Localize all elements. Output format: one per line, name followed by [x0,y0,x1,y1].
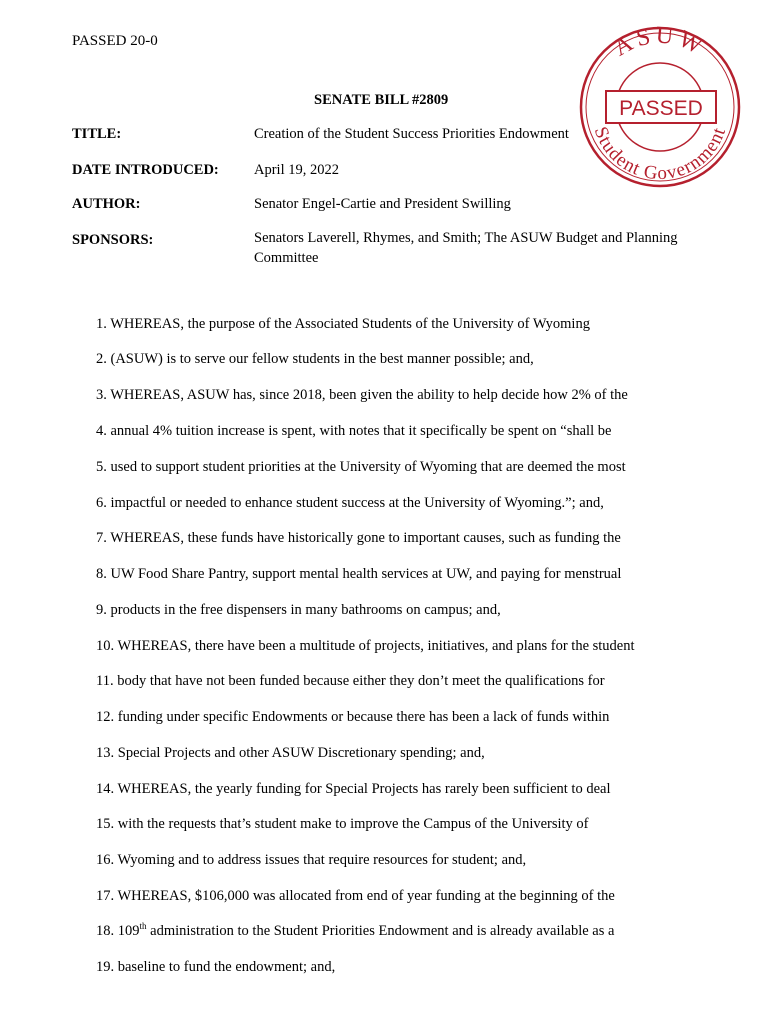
title-value: Creation of the Student Success Priorities Endowment [254,126,569,142]
clause-18-superscript: th [139,921,147,932]
clause-line [96,923,614,940]
clause-line: 6. impactful or needed to enhance student success at the University of Wyoming.”; and, [96,495,604,511]
clause-line: 2. (ASUW) is to serve our fellow students in the best manner possible; and, [96,351,534,367]
stamp-top-text: ASUW [609,25,710,62]
clause-line: 1. WHEREAS, the purpose of the Associated Students of the University of Wyoming [96,316,590,332]
asuw-passed-stamp [578,25,743,190]
clause-line: 12. funding under specific Endowments or because there has been a lack of funds within [96,709,610,725]
clause-line: 19. baseline to fund the endowment; and, [96,959,336,975]
clause-line: 8. UW Food Share Pantry, support mental health services at UW, and paying for menstrual [96,566,622,582]
clause-line: 9. products in the free dispensers in many bathrooms on campus; and, [96,602,501,618]
clause-line: 7. WHEREAS, these funds have historically gone to important causes, such as funding the [96,530,621,546]
passed-vote-note: PASSED 20-0 [72,33,158,49]
sponsors-value: Senators Laverell, Rhymes, and Smith; The ASUW Budget and Planning Committee [254,230,678,266]
stamp-bottom-text: Student Government [589,123,731,185]
clause-line: 10. WHEREAS, there have been a multitude of projects, initiatives, and plans for the student [96,638,635,654]
clause-line: 11. body that have not been funded because either they don’t meet the qualifications for [96,673,605,689]
clause-line: 5. used to support student priorities at the University of Wyoming that are deemed the most [96,459,626,475]
clause-line: 14. WHEREAS, the yearly funding for Special Projects has rarely been sufficient to deal [96,781,611,797]
author-value: Senator Engel-Cartie and President Swilling [254,196,511,212]
date-introduced-label: DATE INTRODUCED: [72,162,219,178]
clause-18-prefix: 18. 109 [96,923,140,939]
date-introduced-value: April 19, 2022 [254,162,339,178]
clause-line: 13. Special Projects and other ASUW Discretionary spending; and, [96,745,485,761]
author-label: AUTHOR: [72,196,141,212]
clause-line: 15. with the requests that’s student make to improve the Campus of the University of [96,816,589,832]
clause-18-rest: administration to the Student Priorities Endowment and is already available as a [146,923,615,939]
sponsors-label: SPONSORS: [72,232,154,248]
svg-text:ASUW [610,25,710,62]
clause-line: 4. annual 4% tuition increase is spent, with notes that it specifically be spent on “shall be [96,423,612,439]
title-label: TITLE: [72,126,122,142]
clause-line: 16. Wyoming and to address issues that require resources for student; and, [96,852,527,868]
clause-line: 3. WHEREAS, ASUW has, since 2018, been given the ability to help decide how 2% of the [96,387,628,403]
bill-title: SENATE BILL #2809 [314,92,449,108]
svg-text:Student Government [590,124,731,184]
clause-line: 17. WHEREAS, $106,000 was allocated from end of year funding at the beginning of the [96,888,615,904]
stamp-center-text: PASSED [619,97,703,120]
